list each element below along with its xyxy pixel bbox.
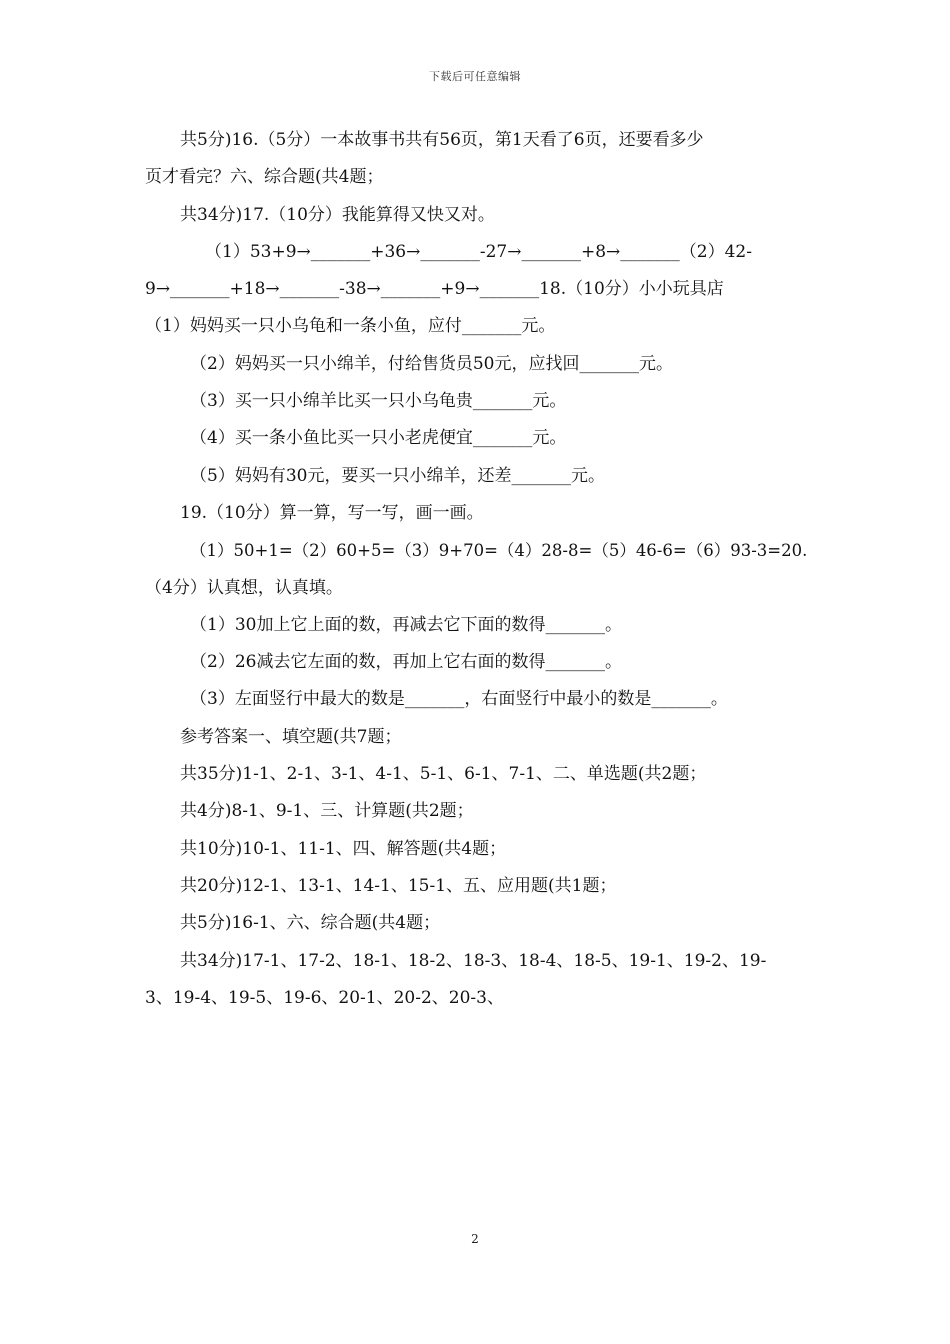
page-header: 下载后可任意编辑 (429, 70, 521, 83)
text-line: 共35分)1-1、2-1、3-1、4-1、5-1、6-1、7-1、二、单选题(共2题； (180, 764, 707, 785)
text-line: 共34分)17-1、17-2、18-1、18-2、18-3、18-4、18-5、19-1、19-2、19- (180, 950, 767, 971)
text-line: 共5分)16-1、六、综合题(共4题； (180, 913, 441, 934)
text-line: （2）26减去它左面的数，再加上它右面的数得_______。 (190, 652, 622, 673)
text-line: 参考答案一、填空题(共7题； (180, 726, 402, 747)
text-line: （4）买一条小鱼比买一只小老虎便宜_______元。 (190, 428, 567, 449)
text-line: 9→_______+18→_______-38→_______+9→_______18.（10分）小小玩具店 (145, 279, 724, 300)
text-line: （4分）认真想，认真填。 (145, 577, 343, 598)
document-body (145, 122, 807, 1017)
text-line: 共4分)8-1、9-1、三、计算题(共2题； (180, 801, 474, 822)
text-line: （3）买一只小绵羊比买一只小乌龟贵_______元。 (190, 391, 567, 412)
text-line: 共20分)12-1、13-1、14-1、15-1、五、应用题(共1题； (180, 875, 617, 896)
text-line: （2）妈妈买一只小绵羊，付给售货员50元，应找回_______元。 (190, 353, 673, 374)
text-line: （1）30加上它上面的数，再减去它下面的数得_______。 (190, 614, 622, 635)
text-line: 3、19-4、19-5、19-6、20-1、20-2、20-3、 (145, 987, 504, 1008)
text-line: （1）妈妈买一只小乌龟和一条小鱼，应付_______元。 (145, 316, 556, 337)
text-line: （5）妈妈有30元，要买一只小绵羊，还差_______元。 (190, 465, 605, 486)
text-line: 19.（10分）算一算，写一写，画一画。 (180, 502, 484, 523)
text-line: 页才看完？六、综合题(共4题； (145, 167, 384, 188)
page-number: 2 (471, 1232, 479, 1246)
text-line: 共10分)10-1、11-1、四、解答题(共4题； (180, 838, 507, 859)
text-line: 共34分)17.（10分）我能算得又快又对。 (180, 204, 495, 225)
text-line: （1）50+1=（2）60+5=（3）9+70=（4）28-8=（5）46-6=（6）93-3=20. (190, 541, 808, 561)
text-line: 共5分)16.（5分）一本故事书共有56页，第1天看了6页，还要看多少 (180, 130, 704, 150)
text-line: （1）53+9→_______+36→_______-27→_______+8→_______（2）42- (205, 241, 752, 262)
text-line: （3）左面竖行中最大的数是_______，右面竖行中最小的数是_______。 (190, 689, 728, 710)
